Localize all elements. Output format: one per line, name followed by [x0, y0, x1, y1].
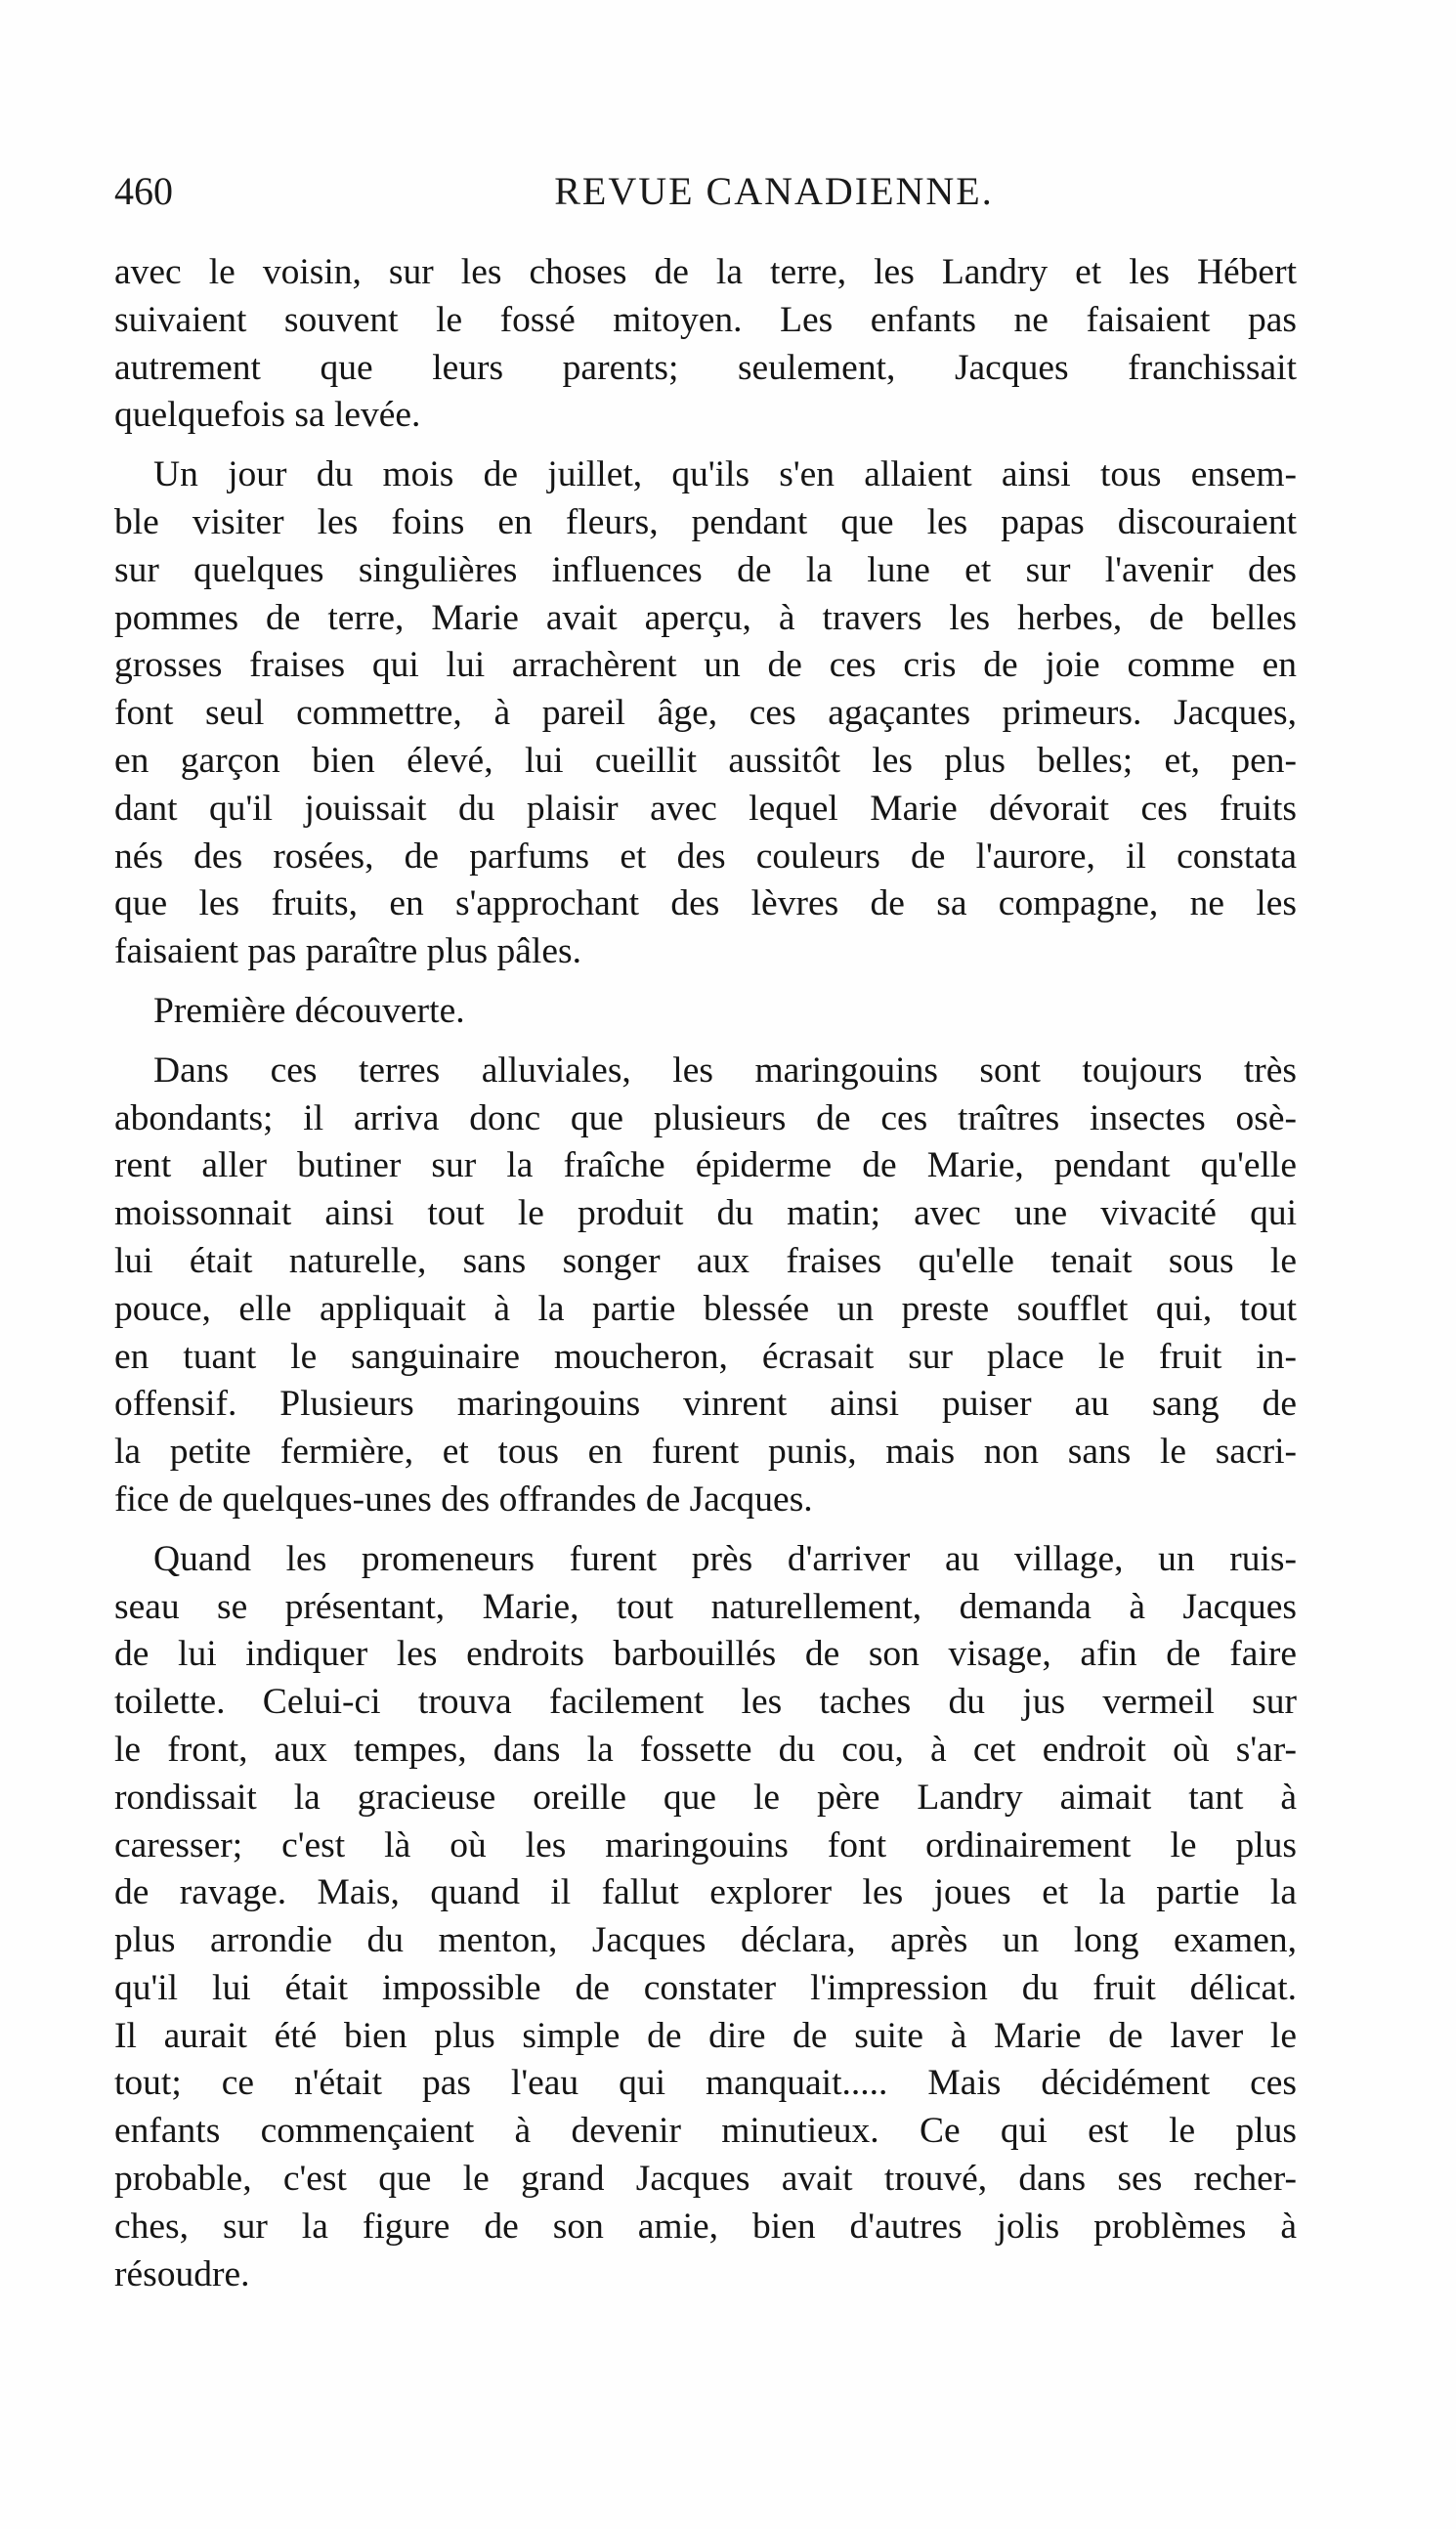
text-line: caresser; c'est là où les maringouins font ordinairement le plus	[114, 1824, 1297, 1865]
text-line: nés des rosées, de parfums et des couleurs de l'aurore, il constata	[114, 836, 1297, 877]
text-line: sur quelques singulières influences de la lune et sur l'avenir des	[114, 549, 1297, 590]
body-text	[114, 249, 1297, 2310]
text-line: enfants commençaient à devenir minutieux. Ce qui est le plus	[114, 2111, 1297, 2152]
page-header	[114, 168, 1297, 227]
text-line: toilette. Celui-ci trouva facilement les taches du jus vermeil sur	[114, 1682, 1297, 1723]
text-line: de ravage. Mais, quand il fallut explorer les joues et la partie la	[114, 1872, 1297, 1913]
text-line: faisaient pas paraître plus pâles.	[114, 931, 581, 972]
text-line: grosses fraises qui lui arrachèrent un de ces cris de joie comme en	[114, 645, 1297, 686]
text-line: ble visiter les foins en fleurs, pendant que les papas discouraient	[114, 501, 1297, 542]
text-line: résoudre.	[114, 2253, 250, 2294]
text-line: pommes de terre, Marie avait aperçu, à travers les herbes, de belles	[114, 597, 1297, 638]
text-line: ches, sur la figure de son amie, bien d'autres jolis problèmes à	[114, 2206, 1297, 2247]
text-line: Dans ces terres alluviales, les maringouins sont toujours très	[153, 1050, 1297, 1091]
text-line: probable, c'est que le grand Jacques avait trouvé, dans ses recher-	[114, 2159, 1297, 2200]
text-line: seau se présentant, Marie, tout naturellement, demanda à Jacques	[114, 1586, 1297, 1627]
text-line: avec le voisin, sur les choses de la terre, les Landry et les Hébert	[114, 252, 1297, 292]
paragraph	[114, 451, 1297, 976]
text-line: que les fruits, en s'approchant des lèvres de sa compagne, ne les	[114, 883, 1297, 924]
text-line: le front, aux tempes, dans la fossette du cou, à cet endroit où s'ar-	[114, 1729, 1297, 1770]
text-line: autrement que leurs parents; seulement, Jacques franchissait	[114, 347, 1297, 388]
text-line: fice de quelques-unes des offrandes de Jacques.	[114, 1479, 813, 1520]
text-line: Il aurait été bien plus simple de dire de suite à Marie de laver le	[114, 2015, 1297, 2056]
text-line: tout; ce n'était pas l'eau qui manquait..... Mais décidément ces	[114, 2063, 1297, 2104]
page-number: 460	[114, 169, 173, 213]
paragraph	[114, 1536, 1297, 2299]
text-line: Quand les promeneurs furent près d'arriver au village, un ruis-	[153, 1538, 1297, 1579]
text-line: de lui indiquer les endroits barbouillés de son visage, afin de faire	[114, 1634, 1297, 1675]
text-line: offensif. Plusieurs maringouins vinrent ainsi puiser au sang de	[114, 1384, 1297, 1425]
text-line: pouce, elle appliquait à la partie blessée un preste soufflet qui, tout	[114, 1288, 1297, 1329]
text-line: en garçon bien élevé, lui cueillit aussitôt les plus belles; et, pen-	[114, 740, 1297, 781]
text-line: Première découverte.	[153, 990, 465, 1031]
text-line: dant qu'il jouissait du plaisir avec lequel Marie dévorait ces fruits	[114, 788, 1297, 829]
text-line: moissonnait ainsi tout le produit du matin; avec une vivacité qui	[114, 1193, 1297, 1234]
text-line: font seul commettre, à pareil âge, ces agaçantes primeurs. Jacques,	[114, 693, 1297, 734]
text-line: en tuant le sanguinaire moucheron, écrasait sur place le fruit in-	[114, 1336, 1297, 1377]
text-line: rondissait la gracieuse oreille que le père Landry aimait tant à	[114, 1777, 1297, 1818]
text-line: abondants; il arriva donc que plusieurs de ces traîtres insectes osè-	[114, 1097, 1297, 1138]
text-line: suivaient souvent le fossé mitoyen. Les enfants ne faisaient pas	[114, 299, 1297, 340]
paragraph	[114, 249, 1297, 440]
paragraph	[114, 1048, 1297, 1524]
text-line: Un jour du mois de juillet, qu'ils s'en allaient ainsi tous ensem-	[153, 454, 1297, 495]
text-line: la petite fermière, et tous en furent punis, mais non sans le sacri-	[114, 1432, 1297, 1473]
text-line: qu'il lui était impossible de constater l'impression du fruit délicat.	[114, 1967, 1297, 2008]
text-line: plus arrondie du menton, Jacques déclara, après un long examen,	[114, 1920, 1297, 1961]
running-title: REVUE CANADIENNE.	[554, 169, 994, 213]
paragraph	[114, 988, 1297, 1036]
text-line: lui était naturelle, sans songer aux fraises qu'elle tenait sous le	[114, 1240, 1297, 1281]
text-line: rent aller butiner sur la fraîche épiderme de Marie, pendant qu'elle	[114, 1145, 1297, 1186]
text-line: quelquefois sa levée.	[114, 395, 421, 436]
